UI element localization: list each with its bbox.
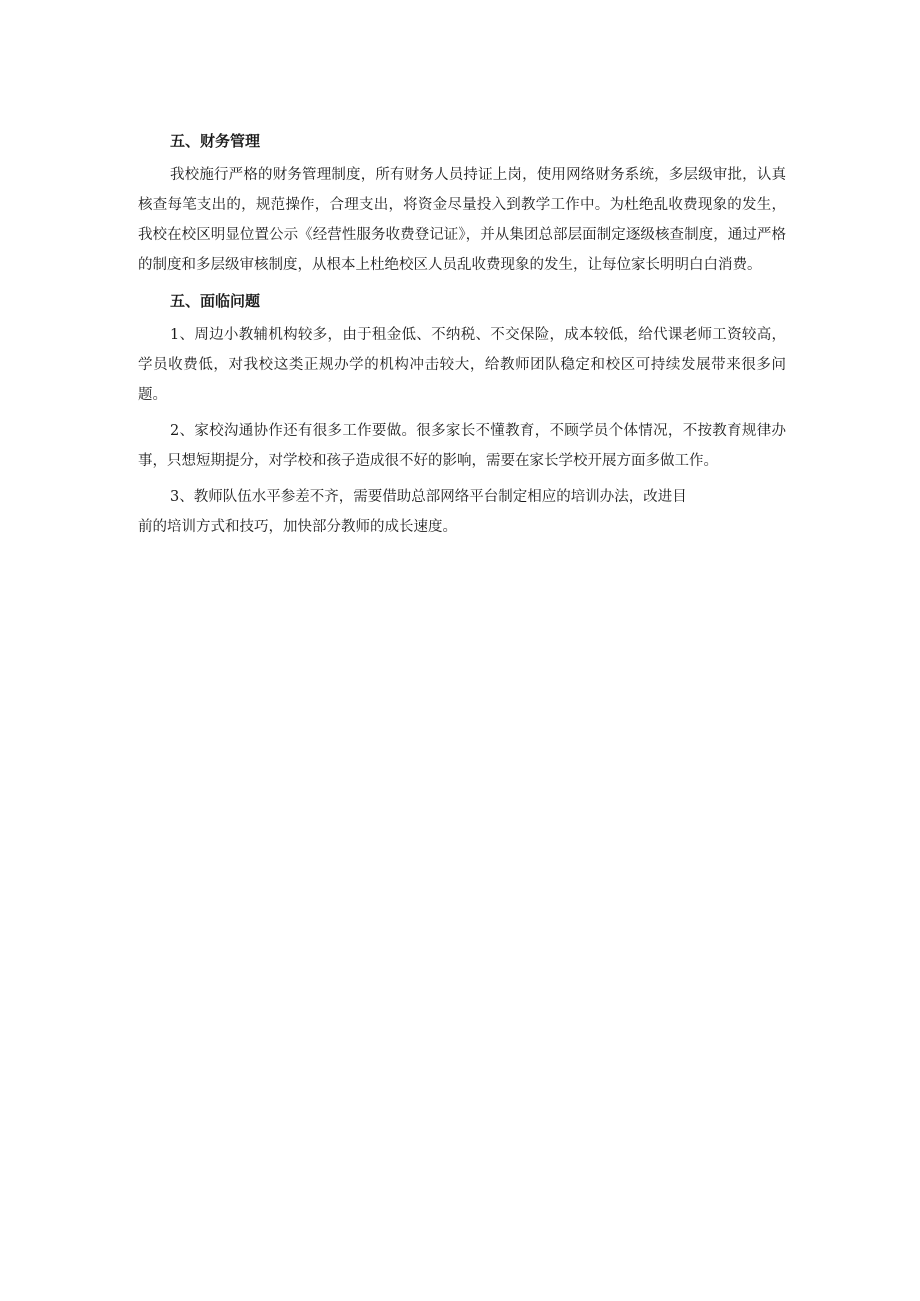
- section-heading-problems: 五、面临问题: [170, 292, 261, 310]
- paragraph-finance: 我校施行严格的财务管理制度，所有财务人员持证上岗，使用网络财务系统，多层级审批，认真核查每笔支出的，规范操作，合理支出，将资金尽量投入到教学工作中。为杜绝乱收费现象的发生，我校在校区明显位置公示《经营性服务收费登记证》，并从集团总部层面制定逐级核查制度，通过严格的制度和多层级审核制度，从根本上杜绝校区人员乱收费现象的发生，让每位家长明明白白消费。: [138, 167, 786, 273]
- paragraph-problem-2: 2、家校沟通协作还有很多工作要做。很多家长不懂教育，不顾学员个体情况，不按教育规律办事，只想短期提分，对学校和孩子造成很不好的影响，需要在家长学校开展方面多做工作。: [138, 423, 786, 469]
- document-body: [138, 126, 786, 542]
- paragraph-problem-3-continued: 前的培训方式和技巧，加快部分教师的成长速度。: [138, 519, 457, 535]
- paragraph-problem-3: 3、教师队伍水平参差不齐，需要借助总部网络平台制定相应的培训办法，改进目: [170, 489, 687, 505]
- paragraph-problem-1: 1、周边小教辅机构较多，由于租金低、不纳税、不交保险，成本较低，给代课老师工资较高，学员收费低，对我校这类正规办学的机构冲击较大，给教师团队稳定和校区可持续发展带来很多问题。: [138, 327, 786, 403]
- section-heading-finance: 五、财务管理: [170, 132, 261, 150]
